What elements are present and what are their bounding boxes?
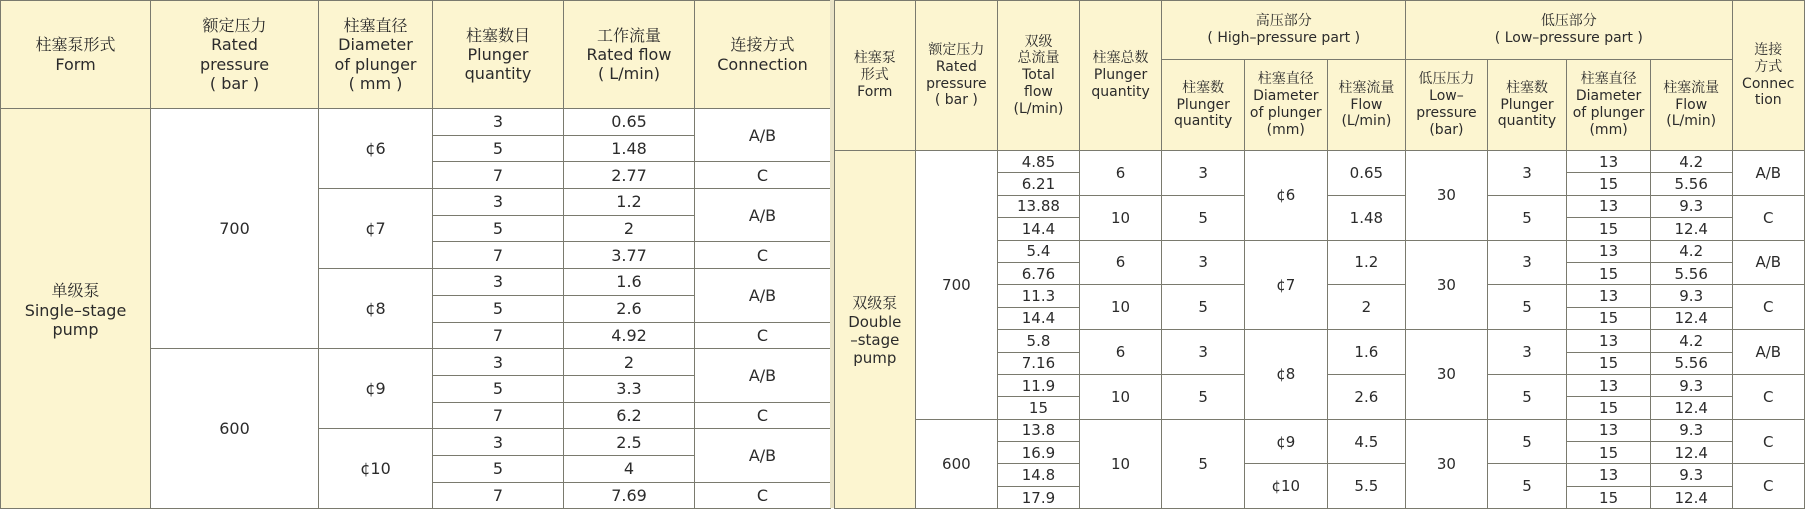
header-diameter-line: 柱塞直径 [343, 16, 408, 36]
header-low-pressure-part-line: ( Low–pressure part ) [1494, 30, 1643, 46]
low-flow-cell: 12.4 [1650, 218, 1732, 240]
header-quantity-line: Plunger [467, 44, 529, 64]
flow-cell: 6.2 [564, 402, 695, 429]
high-diameter-cell: ¢7 [1244, 240, 1327, 330]
header-form [1, 1, 151, 109]
low-quantity-cell: 5 [1487, 195, 1567, 240]
diameter-cell: ¢9 [319, 349, 433, 429]
low-diameter-cell: 15 [1567, 307, 1651, 329]
connection-cell: A/B [695, 269, 831, 322]
header-high-flow [1327, 60, 1406, 151]
form-cell-line: 单级泵 [51, 281, 100, 301]
header-pressure-line: 额定压力 [928, 41, 985, 58]
header-low-diameter-line: (mm) [1589, 121, 1628, 138]
table-row [835, 151, 1805, 173]
flow-cell: 1.48 [564, 135, 695, 162]
quantity-cell: 7 [433, 162, 564, 189]
total-flow-cell: 13.88 [998, 195, 1080, 217]
header-form-line: Form [857, 83, 893, 100]
header-pressure-line: pressure [199, 54, 270, 74]
low-pressure-cell: 30 [1406, 240, 1488, 330]
diameter-cell: ¢6 [319, 109, 433, 189]
high-diameter-cell: ¢10 [1244, 464, 1327, 509]
header-diameter-line: of plunger [334, 54, 417, 74]
low-flow-cell: 12.4 [1650, 442, 1732, 464]
quantity-cell: 7 [433, 322, 564, 349]
total-flow-cell: 16.9 [998, 442, 1080, 464]
total-flow-cell: 4.85 [998, 151, 1080, 173]
low-flow-cell: 5.56 [1650, 352, 1732, 374]
high-quantity-cell: 5 [1162, 285, 1245, 330]
low-pressure-cell: 30 [1406, 419, 1488, 509]
flow-cell: 2 [564, 215, 695, 242]
header-high-diameter-line: 柱塞直径 [1257, 71, 1314, 88]
low-diameter-cell: 13 [1567, 419, 1651, 441]
header-total-quantity-line: quantity [1091, 83, 1150, 100]
header-flow-line: 工作流量 [596, 25, 661, 45]
quantity-cell: 3 [433, 429, 564, 456]
low-quantity-cell: 3 [1487, 240, 1567, 285]
connection-cell: C [1732, 464, 1805, 509]
low-quantity-cell: 5 [1487, 285, 1567, 330]
low-diameter-cell: 15 [1567, 262, 1651, 284]
connection-cell: A/B [1732, 330, 1805, 375]
single-stage-table [0, 0, 831, 509]
quantity-cell: 3 [433, 109, 564, 136]
total-flow-cell: 6.76 [998, 262, 1080, 284]
header-high-diameter-line: Diameter [1253, 88, 1319, 105]
table-row [1, 109, 831, 136]
diameter-cell: ¢7 [319, 189, 433, 269]
high-flow-cell: 0.65 [1327, 151, 1406, 196]
diameter-cell: ¢10 [319, 429, 433, 509]
low-diameter-cell: 15 [1567, 486, 1651, 508]
header-low-diameter-line: 柱塞直径 [1580, 71, 1637, 88]
connection-cell: A/B [695, 109, 831, 162]
high-quantity-cell: 3 [1162, 151, 1245, 196]
low-quantity-cell: 5 [1487, 419, 1567, 464]
low-diameter-cell: 15 [1567, 442, 1651, 464]
form-cell-line: pump [52, 320, 99, 340]
flow-cell: 3.3 [564, 375, 695, 402]
header-connection-line: Connec [1742, 75, 1795, 92]
header-diameter-line: Diameter [338, 35, 413, 55]
high-quantity-cell: 5 [1162, 195, 1245, 240]
header-low-quantity-line: Plunger [1500, 96, 1554, 113]
total-quantity-cell: 10 [1079, 195, 1162, 240]
flow-cell: 2.5 [564, 429, 695, 456]
low-pressure-cell: 30 [1406, 151, 1488, 241]
header-high-quantity-line: quantity [1173, 113, 1233, 130]
total-flow-cell: 15 [998, 397, 1080, 419]
total-flow-cell: 11.9 [998, 374, 1080, 396]
quantity-cell: 5 [433, 455, 564, 482]
low-diameter-cell: 15 [1567, 173, 1651, 195]
flow-cell: 4 [564, 455, 695, 482]
header-total-quantity [1079, 1, 1162, 151]
high-diameter-cell: ¢9 [1244, 419, 1327, 464]
header-connection [695, 1, 831, 109]
flow-cell: 0.65 [564, 109, 695, 136]
header-flow-line: Rated flow [586, 44, 672, 64]
low-quantity-cell: 5 [1487, 464, 1567, 509]
quantity-cell: 5 [433, 295, 564, 322]
header-low-quantity [1487, 60, 1567, 151]
high-flow-cell: 2.6 [1327, 374, 1406, 419]
low-diameter-cell: 13 [1567, 240, 1651, 262]
connection-cell: C [1732, 285, 1805, 330]
total-flow-cell: 7.16 [998, 352, 1080, 374]
high-quantity-cell: 3 [1162, 240, 1245, 285]
high-flow-cell: 1.2 [1327, 240, 1406, 285]
total-flow-cell: 5.8 [998, 330, 1080, 352]
header-quantity-line: 柱塞数目 [465, 25, 530, 45]
high-flow-cell: 1.6 [1327, 330, 1406, 375]
header-low-pressure-part [1406, 1, 1732, 60]
connection-cell: A/B [695, 429, 831, 482]
high-quantity-cell: 5 [1162, 374, 1245, 419]
header-connection-line: 连接方式 [730, 35, 795, 55]
low-pressure-cell: 30 [1406, 330, 1488, 420]
header-low-pressure-line: (bar) [1429, 121, 1464, 138]
header-form-line: 柱塞泵 [853, 50, 896, 67]
high-flow-cell: 1.48 [1327, 195, 1406, 240]
low-quantity-cell: 3 [1487, 330, 1567, 375]
header-pressure-line: Rated [935, 58, 977, 75]
quantity-cell: 3 [433, 349, 564, 376]
header-high-pressure-part-line: ( High–pressure part ) [1207, 30, 1361, 46]
low-flow-cell: 4.2 [1650, 330, 1732, 352]
pressure-cell: 700 [151, 109, 319, 349]
low-diameter-cell: 13 [1567, 195, 1651, 217]
header-low-diameter-line: of plunger [1572, 105, 1645, 121]
form-cell-line: –stage [850, 331, 900, 350]
form-cell-line: Single–stage [24, 301, 127, 321]
header-high-flow-line: 柱塞流量 [1338, 79, 1395, 96]
header-high-flow-line: (L/min) [1341, 113, 1392, 130]
form-cell-line: 双级泵 [852, 294, 898, 313]
header-connection-line: tion [1754, 92, 1782, 109]
header-quantity-line: quantity [464, 64, 532, 84]
quantity-cell: 7 [433, 402, 564, 429]
total-quantity-cell: 10 [1079, 374, 1162, 419]
header-low-pressure-part-line: 低压部分 [1540, 13, 1597, 30]
low-flow-cell: 9.3 [1650, 419, 1732, 441]
header-connection-line: 连接 [1754, 41, 1783, 58]
quantity-cell: 5 [433, 215, 564, 242]
header-form-line: Form [55, 54, 96, 74]
table-row [835, 419, 1805, 441]
header-high-diameter [1244, 60, 1327, 151]
connection-cell: C [695, 162, 831, 189]
total-flow-cell: 13.8 [998, 419, 1080, 441]
header-total-flow-line: 双级 [1024, 33, 1053, 50]
connection-cell: C [695, 402, 831, 429]
header-total-flow-line: flow [1024, 83, 1053, 100]
header-low-diameter [1567, 60, 1651, 151]
header-low-flow-line: 柱塞流量 [1663, 79, 1720, 96]
header-low-flow-line: (L/min) [1666, 113, 1717, 130]
header-connection [1732, 1, 1805, 151]
header-high-quantity-line: 柱塞数 [1182, 79, 1225, 96]
connection-cell: C [1732, 195, 1805, 240]
header-flow-line: ( L/min) [597, 64, 661, 84]
low-diameter-cell: 13 [1567, 374, 1651, 396]
flow-cell: 1.2 [564, 189, 695, 216]
total-flow-cell: 11.3 [998, 285, 1080, 307]
header-pressure-line: 额定压力 [202, 16, 267, 36]
connection-cell: A/B [1732, 151, 1805, 196]
low-diameter-cell: 13 [1567, 330, 1651, 352]
total-quantity-cell: 10 [1079, 419, 1162, 509]
header-connection-line: 方式 [1754, 58, 1783, 75]
header-high-pressure-part [1162, 1, 1406, 60]
quantity-cell: 3 [433, 269, 564, 296]
form-cell-line: pump [853, 349, 897, 368]
total-flow-cell: 14.4 [998, 218, 1080, 240]
header-diameter [319, 1, 433, 109]
high-diameter-cell: ¢8 [1244, 330, 1327, 420]
header-total-flow-line: Total [1022, 67, 1055, 84]
low-quantity-cell: 5 [1487, 374, 1567, 419]
header-pressure-line: ( bar ) [209, 73, 260, 93]
header-total-quantity-line: Plunger [1093, 67, 1148, 84]
header-pressure-line: Rated [211, 35, 258, 55]
total-flow-cell: 14.8 [998, 464, 1080, 486]
connection-cell: C [695, 482, 831, 509]
form-cell [835, 151, 916, 509]
total-flow-cell: 17.9 [998, 486, 1080, 508]
connection-cell: C [695, 242, 831, 269]
high-flow-cell: 4.5 [1327, 419, 1406, 464]
header-form-line: 形式 [860, 67, 889, 84]
high-quantity-cell: 5 [1162, 419, 1245, 509]
connection-cell: C [1732, 419, 1805, 464]
total-flow-cell: 6.21 [998, 173, 1080, 195]
header-low-pressure [1406, 60, 1488, 151]
header-total-flow-line: 总流量 [1017, 50, 1060, 67]
header-pressure-line: ( bar ) [934, 92, 978, 109]
total-flow-cell: 14.4 [998, 307, 1080, 329]
header-form-line: 柱塞泵形式 [35, 35, 116, 55]
flow-cell: 7.69 [564, 482, 695, 509]
quantity-cell: 5 [433, 135, 564, 162]
connection-cell: A/B [695, 349, 831, 402]
quantity-cell: 5 [433, 375, 564, 402]
total-quantity-cell: 6 [1079, 240, 1162, 285]
header-diameter-line: ( mm ) [348, 73, 403, 93]
header-high-quantity-line: Plunger [1176, 96, 1230, 113]
connection-cell: A/B [695, 189, 831, 242]
header-low-quantity-line: quantity [1497, 113, 1557, 130]
header-total-flow-line: (L/min) [1013, 100, 1064, 117]
high-quantity-cell: 3 [1162, 330, 1245, 375]
low-flow-cell: 5.56 [1650, 262, 1732, 284]
high-flow-cell: 2 [1327, 285, 1406, 330]
low-flow-cell: 9.3 [1650, 195, 1732, 217]
header-low-pressure-line: pressure [1416, 105, 1477, 121]
total-quantity-cell: 6 [1079, 330, 1162, 375]
form-cell-line: Double [848, 313, 902, 332]
total-flow-cell: 5.4 [998, 240, 1080, 262]
header-high-flow-line: Flow [1350, 96, 1383, 113]
low-flow-cell: 9.3 [1650, 285, 1732, 307]
header-total-flow [998, 1, 1080, 151]
quantity-cell: 7 [433, 482, 564, 509]
total-quantity-cell: 6 [1079, 151, 1162, 196]
flow-cell: 4.92 [564, 322, 695, 349]
form-cell [1, 109, 151, 509]
header-pressure [151, 1, 319, 109]
low-flow-cell: 4.2 [1650, 151, 1732, 173]
pressure-cell: 600 [151, 349, 319, 509]
quantity-cell: 7 [433, 242, 564, 269]
low-diameter-cell: 13 [1567, 151, 1651, 173]
total-quantity-cell: 10 [1079, 285, 1162, 330]
high-diameter-cell: ¢6 [1244, 151, 1327, 241]
header-high-quantity [1162, 60, 1245, 151]
header-low-diameter-line: Diameter [1575, 88, 1642, 105]
header-quantity [433, 1, 564, 109]
low-flow-cell: 5.56 [1650, 173, 1732, 195]
low-flow-cell: 12.4 [1650, 307, 1732, 329]
double-stage-table [834, 0, 1805, 509]
low-diameter-cell: 13 [1567, 285, 1651, 307]
flow-cell: 3.77 [564, 242, 695, 269]
header-form [835, 1, 916, 151]
low-diameter-cell: 15 [1567, 397, 1651, 419]
flow-cell: 2.6 [564, 295, 695, 322]
low-flow-cell: 12.4 [1650, 486, 1732, 508]
low-flow-cell: 9.3 [1650, 464, 1732, 486]
flow-cell: 1.6 [564, 269, 695, 296]
header-high-diameter-line: (mm) [1266, 121, 1305, 138]
flow-cell: 2 [564, 349, 695, 376]
low-quantity-cell: 3 [1487, 151, 1567, 196]
header-total-quantity-line: 柱塞总数 [1092, 50, 1149, 67]
pressure-cell: 600 [915, 419, 998, 509]
header-low-flow-line: Flow [1675, 96, 1708, 113]
header-pressure [915, 1, 998, 151]
connection-cell: A/B [1732, 240, 1805, 285]
header-high-diameter-line: of plunger [1249, 105, 1322, 121]
low-diameter-cell: 15 [1567, 352, 1651, 374]
connection-cell: C [695, 322, 831, 349]
header-pressure-line: pressure [926, 75, 987, 92]
header-flow [564, 1, 695, 109]
header-low-pressure-line: 低压压力 [1418, 71, 1475, 88]
flow-cell: 2.77 [564, 162, 695, 189]
header-low-pressure-line: Low– [1429, 88, 1464, 105]
low-flow-cell: 9.3 [1650, 374, 1732, 396]
low-diameter-cell: 15 [1567, 218, 1651, 240]
connection-cell: C [1732, 374, 1805, 419]
low-flow-cell: 4.2 [1650, 240, 1732, 262]
header-high-pressure-part-line: 高压部分 [1255, 13, 1312, 30]
header-low-flow [1650, 60, 1732, 151]
diameter-cell: ¢8 [319, 269, 433, 349]
low-flow-cell: 12.4 [1650, 397, 1732, 419]
low-diameter-cell: 13 [1567, 464, 1651, 486]
high-flow-cell: 5.5 [1327, 464, 1406, 509]
header-connection-line: Connection [717, 54, 808, 74]
header-low-quantity-line: 柱塞数 [1505, 79, 1548, 96]
pressure-cell: 700 [915, 151, 998, 420]
quantity-cell: 3 [433, 189, 564, 216]
